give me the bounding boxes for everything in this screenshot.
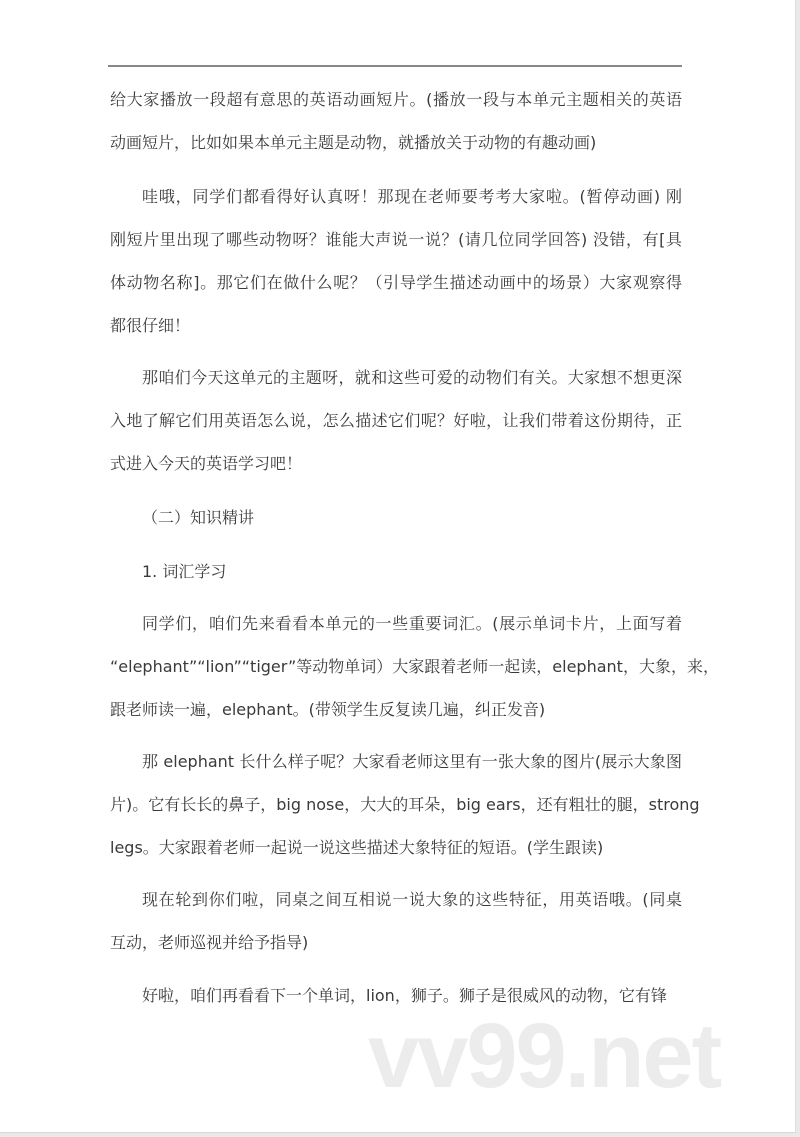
paragraph-line: 好啦，咱们再看看下一个单词，lion，狮子。狮子是很威风的动物，它有锋 [142,986,667,1005]
paragraph-line: 式进入今天的英语学习吧！ [110,454,303,473]
paragraph-line: 那咱们今天这单元的主题呀，就和这些可爱的动物们有关。大家想不想更深 [142,368,682,387]
paragraph-line: 同学们，咱们先来看看本单元的一些重要词汇。(展示单词卡片，上面写着 [142,614,682,633]
paragraph-line: 互动，老师巡视并给予指导) [110,933,309,952]
paragraph-line: 入地了解它们用英语怎么说，怎么描述它们呢？好啦，让我们带着这份期待，正 [110,411,682,430]
paragraph-line: 哇哦，同学们都看得好认真呀！那现在老师要考考大家啦。(暂停动画) 刚 [142,187,682,206]
paragraph-line: 刚短片里出现了哪些动物呀？谁能大声说一说？(请几位同学回答) 没错，有[具 [110,230,682,249]
paragraph-line: 跟老师读一遍，elephant。(带领学生反复读几遍，纠正发音) [110,700,546,719]
paragraph-line: “elephant”“lion”“tiger”等动物单词）大家跟着老师一起读，elephant，大象，来， [110,657,719,676]
header-rule [108,65,682,67]
paragraph-line: 体动物名称]。那它们在做什么呢？（引导学生描述动画中的场景）大家观察得 [110,273,682,292]
watermark: vv99.net [368,1005,721,1107]
paragraph-line: 片)。它有长长的鼻子，big nose，大大的耳朵，big ears，还有粗壮的腿，strong [110,795,700,814]
paragraph-line: 都很仔细！ [110,316,191,335]
paragraph-line: legs。大家跟着老师一起说一说这些描述大象特征的短语。(学生跟读) [110,838,604,857]
paragraph-line: 给大家播放一段超有意思的英语动画短片。(播放一段与本单元主题相关的英语 [110,90,682,109]
paragraph-line: （二）知识精讲 [142,508,255,527]
paragraph-line: 1. 词汇学习 [142,562,227,581]
paragraph-line: 现在轮到你们啦，同桌之间互相说一说大象的这些特征，用英语哦。(同桌 [142,890,682,909]
paragraph-line: 动画短片，比如如果本单元主题是动物，就播放关于动物的有趣动画) [110,133,597,152]
paragraph-line: 那 elephant 长什么样子呢？大家看老师这里有一张大象的图片(展示大象图 [142,752,682,771]
